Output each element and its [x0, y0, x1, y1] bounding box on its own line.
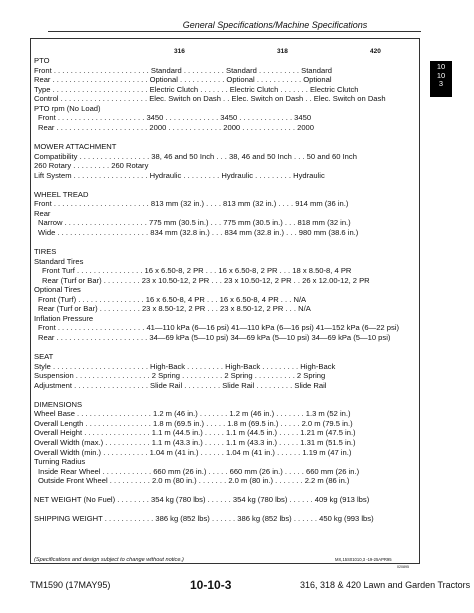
spec-line: MOWER ATTACHMENT	[34, 141, 117, 151]
footnote: (Specifications and design subject to change without notice.)	[34, 557, 184, 563]
spec-line: Style . . . . . . . . . . . . . . . . . . . . . . . High-Back . . . . . . . . . High-Back . . . . . . . . . High-Back	[34, 361, 336, 371]
spec-line: Overall Height . . . . . . . . . . . . . . . . 1.1 m (44.5 in.) . . . . . 1.1 m (44.5 in.) . . . . . 1.21 m (47.5 in.)	[34, 428, 356, 438]
spec-line: PTO rpm (No Load)	[34, 103, 101, 113]
spec-line: Adjustment . . . . . . . . . . . . . . . . . . Slide Rail . . . . . . . . . Slide Rail . . . . . . . . . Slide Rail	[34, 380, 327, 390]
spec-line: Control . . . . . . . . . . . . . . . . . . . . . Elec. Switch on Dash . . Elec. Switch on Dash . . Elec. Switch on Dash	[34, 94, 386, 104]
spec-line: DIMENSIONS	[34, 399, 83, 409]
spec-line: Suspension . . . . . . . . . . . . . . . . . . 2 Spring . . . . . . . . . . 2 Spring . . . . . . . . . . 2 Spring	[34, 371, 326, 381]
column-header-318: 318	[277, 48, 288, 55]
spec-line: Wheel Base . . . . . . . . . . . . . . . . . . 1.2 m (46 in.) . . . . . . . 1.2 m (46 in.) . . . . . . . 1.3 m (52 in.)	[34, 409, 351, 419]
spec-line: Rear (Turf or Bar) . . . . . . . . . 23 x 10.50-12, 2 PR . . . 23 x 10.50-12, 2 PR . . 26 x 12.00-12, 2 PR	[42, 275, 370, 285]
spec-line: Rear . . . . . . . . . . . . . . . . . . . . . . . Optional . . . . . . . . . . . Optional . . . . . . . . . . . Optional	[34, 75, 332, 85]
spec-line: Overall Length . . . . . . . . . . . . . . . . 1.8 m (69.5 in.) . . . . . 1.8 m (69.5 in.) . . . . . 2.0 m (79.5 in.)	[34, 418, 353, 428]
spec-line: Optional Tires	[34, 285, 81, 295]
spec-line: Rear . . . . . . . . . . . . . . . . . . . . . . 34—69 kPa (5—10 psi) 34—69 kPa (5—10 psi) 34—69 kPa (5—10 psi)	[38, 332, 391, 342]
spec-line: Lift System . . . . . . . . . . . . . . . . . . Hydraulic . . . . . . . . . Hydraulic . . . . . . . . . Hydraulic	[34, 170, 325, 180]
spec-line: SHIPPING WEIGHT . . . . . . . . . . . . 386 kg (852 lbs) . . . . . . 386 kg (852 lbs) . . . . . . 450 kg (993 lbs)	[34, 514, 374, 524]
spec-line: Front . . . . . . . . . . . . . . . . . . . . . . . 813 mm (32 in.) . . . . 813 mm (32 in.) . . . . 914 mm (36 in.)	[34, 199, 349, 209]
document-code: MX,15S01010,3 -19-25APR95	[335, 557, 392, 562]
column-header-316: 316	[174, 48, 185, 55]
spec-line: Wide . . . . . . . . . . . . . . . . . . . . . . 834 mm (32.8 in.) . . . 834 mm (32.8 in.) . . . 980 mm (38.6 in.)	[38, 227, 359, 237]
spec-line: Narrow . . . . . . . . . . . . . . . . . . . . 775 mm (30.5 in.) . . . 775 mm (30.5 in.) . . . 818 mm (32 in.)	[38, 218, 351, 228]
document-code-2: 020895	[397, 565, 409, 569]
footer-page-number: 10-10-3	[190, 578, 232, 592]
spec-line: Front . . . . . . . . . . . . . . . . . . . . . 3450 . . . . . . . . . . . . . 3450 . . . . . . . . . . . . . 3450	[38, 113, 312, 123]
spec-line: Front (Turf) . . . . . . . . . . . . . . . . 16 x 6.50-8, 4 PR . . . 16 x 6.50-8, 4 PR . . . N/A	[38, 294, 307, 304]
spec-line: WHEEL TREAD	[34, 189, 89, 199]
spec-line: Rear	[34, 208, 51, 218]
section-tab-line-2: 10	[436, 70, 446, 80]
section-tab	[430, 61, 452, 97]
spec-line: SEAT	[34, 352, 54, 362]
spec-line: NET WEIGHT (No Fuel) . . . . . . . . 354 kg (780 lbs) . . . . . . 354 kg (780 lbs) . . . . . . 409 kg (913 lbs)	[34, 495, 370, 505]
spec-line: Standard Tires	[34, 256, 84, 266]
spec-line: Inflation Pressure	[34, 313, 94, 323]
spec-line: TIRES	[34, 247, 57, 256]
spec-line: Type . . . . . . . . . . . . . . . . . . . . . . . Electric Clutch . . . . . . . Electric Clutch . . . . . . . Electric Clutch	[34, 84, 359, 94]
spec-line: Overall Width (max.) . . . . . . . . . . . 1.1 m (43.3 in.) . . . . . 1.1 m (43.3 in.) . . . . . 1.31 m (51.5 in.)	[34, 438, 356, 447]
spec-line: Front . . . . . . . . . . . . . . . . . . . . . 41—110 kPa (6—16 psi) 41—110 kPa (6—16 psi) 41—152 kPa (6—22 psi)	[38, 323, 399, 333]
page-header: General Specifications/Machine Specifications	[182, 20, 368, 30]
spec-line: PTO	[34, 56, 50, 65]
spec-line: Front Turf . . . . . . . . . . . . . . . . 16 x 6.50-8, 2 PR . . . 16 x 6.50-8, 2 PR . . . 18 x 8.50-8, 4 PR	[42, 266, 352, 276]
section-tab-line-3: 3	[438, 79, 444, 88]
spec-line: Turning Radius	[34, 457, 86, 467]
header-rule	[48, 31, 421, 32]
section-tab-line-1: 10	[436, 62, 446, 71]
spec-line: Outside Front Wheel . . . . . . . . . . 2.0 m (80 in.) . . . . . . . 2.0 m (80 in.) . . . . . . . 2.2 m (86 in.)	[38, 476, 350, 486]
spec-line: Front . . . . . . . . . . . . . . . . . . . . . . . Standard . . . . . . . . . . Standard . . . . . . . . . . Standard	[34, 65, 332, 75]
spec-line: 260 Rotary . . . . . . . . . 260 Rotary	[34, 161, 149, 171]
footer-title: 316, 318 & 420 Lawn and Garden Tractors	[300, 580, 471, 590]
spec-line: Rear (Turf or Bar) . . . . . . . . . . 23 x 8.50-12, 2 PR . . . 23 x 8.50-12, 2 PR . . . N/A	[38, 304, 311, 314]
spec-line: Inside Rear Wheel . . . . . . . . . . . . 660 mm (26 in.) . . . . . 660 mm (26 in.) . . . . . 660 mm (26 in.)	[38, 466, 360, 476]
spec-line: Overall Width (min.) . . . . . . . . . . . 1.04 m (41 in.) . . . . . . 1.04 m (41 in.) . . . . . . 1.19 m (47 in.)	[34, 447, 352, 457]
footer-manual-id: TM1590 (17MAY95)	[30, 580, 111, 590]
spec-line: Rear . . . . . . . . . . . . . . . . . . . . . . 2000 . . . . . . . . . . . . . 2000 . . . . . . . . . . . . . 2000	[38, 122, 315, 132]
column-header-420: 420	[370, 48, 381, 55]
spec-line: Compatibility . . . . . . . . . . . . . . . . . 38, 46 and 50 Inch . . . 38, 46 and 50 Inch . . . 50 and 60 Inch	[34, 151, 357, 161]
